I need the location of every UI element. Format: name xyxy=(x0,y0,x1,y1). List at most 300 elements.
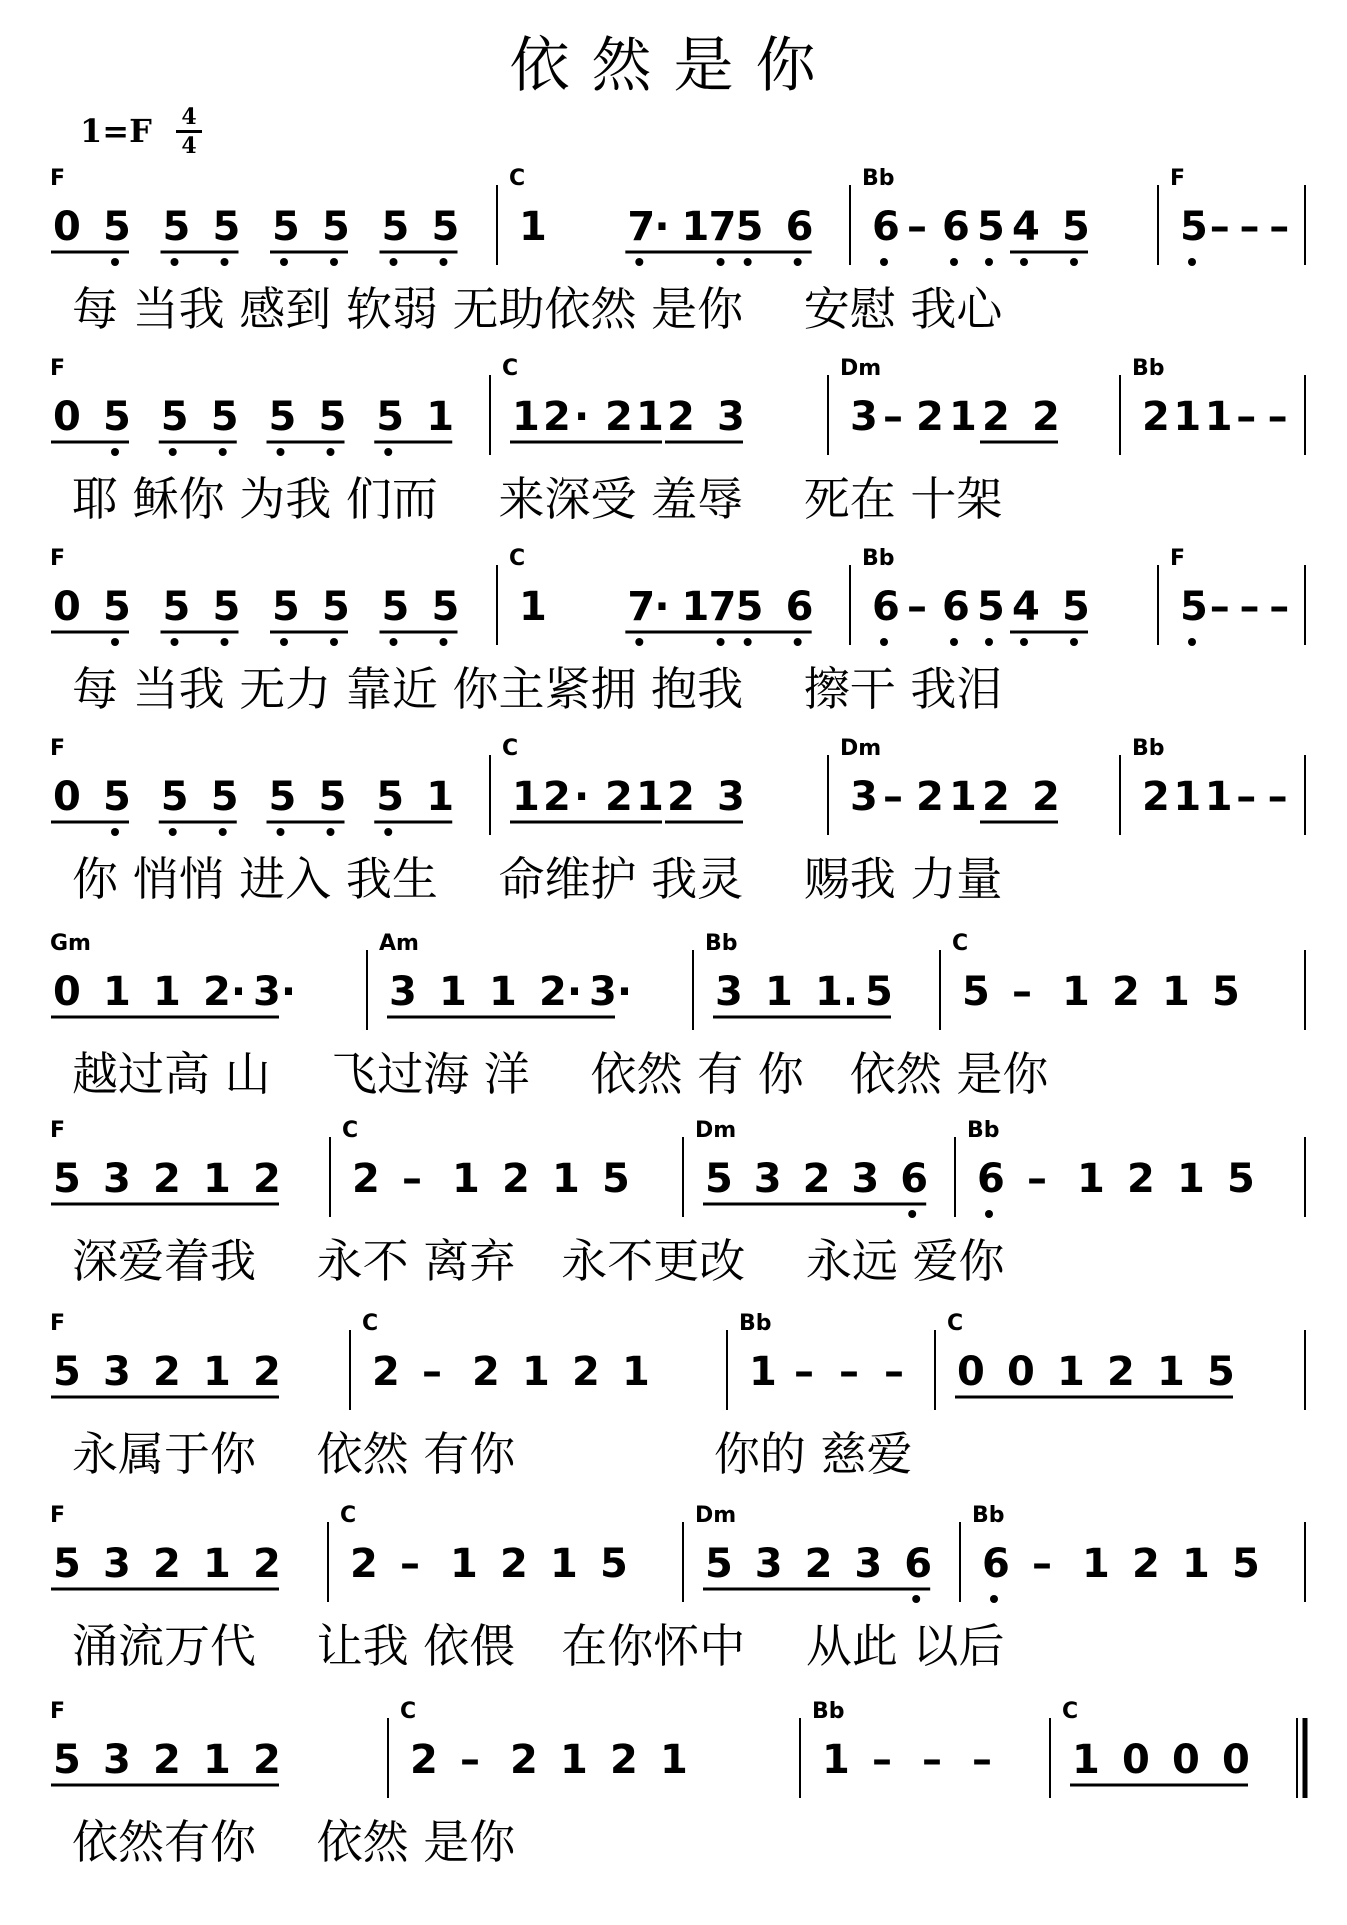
note: – xyxy=(883,774,903,820)
note: – xyxy=(907,584,927,630)
octave-dot xyxy=(635,638,643,646)
note: 2 xyxy=(610,1737,638,1783)
note: 5 xyxy=(962,969,990,1015)
note: 5 xyxy=(268,394,297,440)
note: 1 xyxy=(426,774,455,820)
note: 1 xyxy=(1173,394,1202,440)
note: 5 xyxy=(1180,584,1208,630)
note: 1 xyxy=(439,969,467,1015)
octave-dot xyxy=(277,448,285,456)
note: 3 xyxy=(103,1737,131,1783)
note: – xyxy=(1269,584,1290,630)
lyric-line: 你 悄悄 进入 我生 命维护 我灵 赐我 力量 xyxy=(72,852,1003,906)
note: 6 xyxy=(900,1156,929,1202)
note: 1 xyxy=(1157,1349,1185,1395)
note: 1 xyxy=(203,1349,231,1395)
octave-dot xyxy=(330,258,338,266)
chord-symbol: Bb xyxy=(1132,356,1165,381)
note: 5 xyxy=(160,394,189,440)
note: 0 xyxy=(1007,1349,1035,1395)
note: 2 xyxy=(502,1156,530,1202)
chord-symbol: C xyxy=(952,931,969,956)
note: 5 xyxy=(318,394,347,440)
note: 3 xyxy=(850,394,878,440)
note: 6 xyxy=(872,204,900,250)
octave-dot xyxy=(384,448,392,456)
octave-dot xyxy=(221,258,229,266)
note: 6 xyxy=(904,1541,933,1587)
chord-symbol: C xyxy=(509,166,526,191)
note: 2 xyxy=(916,394,944,440)
note: 3 xyxy=(715,969,743,1015)
chord-symbol: F xyxy=(50,1503,66,1528)
note: 1 xyxy=(1057,1349,1085,1395)
note: 2 xyxy=(1132,1541,1160,1587)
octave-dot xyxy=(744,258,752,266)
note: 5 xyxy=(602,1156,630,1202)
octave-dot xyxy=(950,638,958,646)
note: 1 xyxy=(1204,774,1233,820)
note: 5 xyxy=(1232,1541,1260,1587)
note: 3· xyxy=(589,969,633,1015)
chord-symbol: F xyxy=(50,736,66,761)
note: – xyxy=(422,1349,442,1395)
note: 1 xyxy=(522,1349,550,1395)
note: 3 xyxy=(717,394,745,440)
octave-dot xyxy=(111,258,119,266)
chord-symbol: Dm xyxy=(695,1118,737,1143)
note: 5 xyxy=(322,584,350,630)
chord-symbol: F xyxy=(50,356,66,381)
note: – xyxy=(1209,204,1230,250)
octave-dot xyxy=(440,638,448,646)
note: 5 xyxy=(318,774,347,820)
octave-dot xyxy=(950,258,958,266)
note: – xyxy=(1267,394,1288,440)
octave-dot xyxy=(912,1595,920,1603)
octave-dot xyxy=(169,448,177,456)
chord-symbol: Dm xyxy=(695,1503,737,1528)
note: 5 xyxy=(381,204,410,250)
note: 5 xyxy=(162,204,191,250)
chord-symbol: C xyxy=(342,1118,359,1143)
note: – xyxy=(1236,394,1257,440)
note: 1 xyxy=(949,394,977,440)
note: 5 xyxy=(376,774,405,820)
note: 3 xyxy=(754,1541,783,1587)
note: 1 xyxy=(103,969,131,1015)
octave-dot xyxy=(635,258,643,266)
note: 3 xyxy=(389,969,417,1015)
octave-dot xyxy=(111,828,119,836)
note: 6 xyxy=(785,584,814,630)
note: 5 xyxy=(53,1541,81,1587)
chord-symbol: F xyxy=(1170,546,1186,571)
note: 2 xyxy=(352,1156,380,1202)
note: 2 xyxy=(153,1349,181,1395)
note: 2 xyxy=(1032,394,1060,440)
chord-symbol: Gm xyxy=(50,931,91,956)
octave-dot xyxy=(440,258,448,266)
chord-symbol: Bb xyxy=(972,1503,1005,1528)
note: 2 xyxy=(572,1349,600,1395)
note: 1 xyxy=(749,1349,777,1395)
chord-symbol: C xyxy=(362,1311,379,1336)
note: 5 xyxy=(210,394,239,440)
note: 2 xyxy=(153,1541,181,1587)
octave-dot xyxy=(717,638,725,646)
note: 0 xyxy=(53,774,81,820)
lyric-line: 越过高 山 飞过海 洋 依然 有 你 依然 是你 xyxy=(72,1047,1049,1101)
note: 7 xyxy=(627,204,656,250)
octave-dot xyxy=(327,448,335,456)
chord-symbol: Bb xyxy=(812,1699,845,1724)
note: 5 xyxy=(431,584,460,630)
note: 3 xyxy=(103,1156,131,1202)
chord-symbol: Bb xyxy=(739,1311,772,1336)
note: 0 xyxy=(1122,1737,1150,1783)
note: 2 xyxy=(605,774,633,820)
note: 5 xyxy=(212,204,241,250)
octave-dot xyxy=(169,828,177,836)
chord-symbol: Bb xyxy=(862,166,895,191)
chord-symbol: Dm xyxy=(840,356,882,381)
note: 5 xyxy=(162,584,191,630)
note: 5 xyxy=(977,584,1005,630)
note: 6 xyxy=(942,204,970,250)
note: 2 xyxy=(1142,774,1170,820)
note: 5 xyxy=(1062,204,1090,250)
note: 1 xyxy=(1072,1737,1100,1783)
chord-symbol: Bb xyxy=(967,1118,1000,1143)
octave-dot xyxy=(1020,258,1028,266)
note: 1 xyxy=(1177,1156,1205,1202)
note: 2 xyxy=(253,1541,281,1587)
chord-symbol: C xyxy=(509,546,526,571)
note: 2 xyxy=(1112,969,1140,1015)
note: 1 xyxy=(681,584,710,630)
note: 5 xyxy=(1062,584,1090,630)
chord-symbol: C xyxy=(1062,1699,1079,1724)
chord-symbol: F xyxy=(50,166,66,191)
octave-dot xyxy=(390,638,398,646)
octave-dot xyxy=(990,1595,998,1603)
note: 5 xyxy=(53,1349,81,1395)
octave-dot xyxy=(111,638,119,646)
note: 5 xyxy=(160,774,189,820)
note: 5 xyxy=(1180,204,1208,250)
note: 2 xyxy=(350,1541,378,1587)
note: 1 xyxy=(681,204,710,250)
note: 2 xyxy=(543,394,571,440)
note: 5 xyxy=(103,584,131,630)
note: 5 xyxy=(1227,1156,1255,1202)
note: 5 xyxy=(381,584,410,630)
octave-dot xyxy=(880,638,888,646)
note: 2 xyxy=(1107,1349,1135,1395)
note: – xyxy=(1267,774,1288,820)
octave-dot xyxy=(330,638,338,646)
lyric-line: 耶 稣你 为我 们而 来深受 羞辱 死在 十架 xyxy=(72,472,1003,526)
note: 1 xyxy=(550,1541,578,1587)
octave-dot xyxy=(384,828,392,836)
note: 1 xyxy=(450,1541,478,1587)
octave-dot xyxy=(1020,638,1028,646)
chord-symbol: C xyxy=(400,1699,417,1724)
note: 5 xyxy=(272,584,300,630)
note: 6 xyxy=(982,1541,1010,1587)
octave-dot xyxy=(908,1210,916,1218)
note: 0 xyxy=(53,969,81,1015)
note: 1 xyxy=(1062,969,1090,1015)
note: 3 xyxy=(854,1541,883,1587)
note: 1 xyxy=(512,774,540,820)
note: 1 xyxy=(519,204,547,250)
note: 6 xyxy=(872,584,900,630)
octave-dot xyxy=(390,258,398,266)
chord-symbol: C xyxy=(340,1503,357,1528)
lyric-line: 依然有你 依然 是你 xyxy=(72,1815,516,1869)
note: 6 xyxy=(977,1156,1005,1202)
chord-symbol: Dm xyxy=(840,736,882,761)
note: 1 xyxy=(560,1737,588,1783)
note: 4 xyxy=(1012,584,1040,630)
chord-symbol: Am xyxy=(379,931,419,956)
note: 2 xyxy=(410,1737,438,1783)
note: 2· xyxy=(203,969,247,1015)
note: 0 xyxy=(53,584,81,630)
note: 1 xyxy=(426,394,455,440)
note: 1 xyxy=(1077,1156,1105,1202)
note: 7 xyxy=(708,584,737,630)
note: 2 xyxy=(605,394,633,440)
note: 2 xyxy=(253,1156,281,1202)
note: 1 xyxy=(203,1737,231,1783)
note: 1 xyxy=(949,774,977,820)
note: 2 xyxy=(802,1156,831,1202)
note: – xyxy=(402,1156,422,1202)
octave-dot xyxy=(794,258,802,266)
note: 5 xyxy=(103,394,131,440)
note: 5 xyxy=(53,1156,81,1202)
note: 2 xyxy=(982,394,1010,440)
note: 1 xyxy=(203,1156,231,1202)
note: – xyxy=(972,1737,992,1783)
note: 3 xyxy=(850,774,878,820)
note: 7 xyxy=(708,204,737,250)
octave-dot xyxy=(985,1210,993,1218)
chord-symbol: C xyxy=(502,356,519,381)
octave-dot xyxy=(219,828,227,836)
note: 5 xyxy=(865,969,893,1015)
chord-symbol: F xyxy=(50,546,66,571)
note: – xyxy=(1269,204,1290,250)
note: 3· xyxy=(253,969,297,1015)
note: 5 xyxy=(53,1737,81,1783)
note: 3 xyxy=(851,1156,880,1202)
note: 1 xyxy=(489,969,517,1015)
note: 1 xyxy=(1182,1541,1210,1587)
note: 1. xyxy=(815,969,859,1015)
octave-dot xyxy=(985,638,993,646)
note: 5 xyxy=(376,394,405,440)
note: 2 xyxy=(153,1737,181,1783)
lyric-line: 每 当我 无力 靠近 你主紧拥 抱我 擦干 我泪 xyxy=(72,662,1003,716)
note: – xyxy=(1239,204,1260,250)
note: 2 xyxy=(667,774,695,820)
octave-dot xyxy=(744,638,752,646)
note: · xyxy=(574,394,590,440)
note: 2 xyxy=(253,1737,281,1783)
lyric-line: 每 当我 感到 软弱 无助依然 是你 安慰 我心 xyxy=(72,282,1003,336)
song-title: 依然是你 xyxy=(509,31,838,101)
note: 1 xyxy=(636,394,664,440)
key-signature: 1=F xyxy=(80,112,152,150)
note: 2 xyxy=(804,1541,833,1587)
note: 1 xyxy=(660,1737,688,1783)
note: 5 xyxy=(210,774,239,820)
octave-dot xyxy=(327,828,335,836)
octave-dot xyxy=(221,638,229,646)
note: 2 xyxy=(1127,1156,1155,1202)
note: 0 xyxy=(1222,1737,1250,1783)
note: 2 xyxy=(510,1737,538,1783)
note: – xyxy=(907,204,927,250)
note: · xyxy=(654,204,670,250)
note: 1 xyxy=(822,1737,850,1783)
note: 1 xyxy=(1162,969,1190,1015)
note: 0 xyxy=(53,204,81,250)
note: 5 xyxy=(103,204,131,250)
note: – xyxy=(400,1541,420,1587)
note: 6 xyxy=(785,204,814,250)
octave-dot xyxy=(280,638,288,646)
octave-dot xyxy=(280,258,288,266)
note: 2 xyxy=(500,1541,528,1587)
octave-dot xyxy=(219,448,227,456)
note: 5 xyxy=(431,204,460,250)
chord-symbol: Bb xyxy=(705,931,738,956)
note: 5 xyxy=(272,204,300,250)
lyric-line: 永属于你 依然 有你 你的 慈爱 xyxy=(72,1427,913,1481)
note: 5 xyxy=(705,1156,733,1202)
note: 0 xyxy=(957,1349,985,1395)
note: 2 xyxy=(153,1156,181,1202)
octave-dot xyxy=(111,448,119,456)
note: 5 xyxy=(212,584,241,630)
octave-dot xyxy=(1070,638,1078,646)
note: 1 xyxy=(519,584,547,630)
note: 5 xyxy=(1212,969,1240,1015)
note: 2 xyxy=(253,1349,281,1395)
octave-dot xyxy=(277,828,285,836)
note: 3 xyxy=(103,1541,131,1587)
note: 0 xyxy=(53,394,81,440)
note: 1 xyxy=(1204,394,1233,440)
note: 1 xyxy=(153,969,181,1015)
note: 3 xyxy=(103,1349,131,1395)
note: – xyxy=(1236,774,1257,820)
note: – xyxy=(1012,969,1032,1015)
note: 1 xyxy=(512,394,540,440)
note: 2 xyxy=(667,394,695,440)
chord-symbol: F xyxy=(1170,166,1186,191)
note: – xyxy=(460,1737,480,1783)
note: – xyxy=(1209,584,1230,630)
octave-dot xyxy=(1188,638,1196,646)
note: 1 xyxy=(203,1541,231,1587)
note: 2· xyxy=(539,969,583,1015)
note: – xyxy=(1239,584,1260,630)
note: – xyxy=(1032,1541,1052,1587)
note: 5 xyxy=(103,774,131,820)
octave-dot xyxy=(717,258,725,266)
octave-dot xyxy=(880,258,888,266)
note: 2 xyxy=(982,774,1010,820)
note: 2 xyxy=(916,774,944,820)
chord-symbol: F xyxy=(50,1699,66,1724)
octave-dot xyxy=(985,258,993,266)
note: – xyxy=(884,1349,904,1395)
note: – xyxy=(883,394,903,440)
note: 1 xyxy=(622,1349,650,1395)
note: 1 xyxy=(1082,1541,1110,1587)
chord-symbol: C xyxy=(947,1311,964,1336)
octave-dot xyxy=(1070,258,1078,266)
note: 0 xyxy=(1172,1737,1200,1783)
note: 2 xyxy=(543,774,571,820)
note: 5 xyxy=(268,774,297,820)
octave-dot xyxy=(171,258,179,266)
note: 5 xyxy=(705,1541,733,1587)
note: 5 xyxy=(322,204,350,250)
note: 5 xyxy=(977,204,1005,250)
octave-dot xyxy=(794,638,802,646)
chord-symbol: Bb xyxy=(1132,736,1165,761)
note: 5 xyxy=(1207,1349,1235,1395)
note: · xyxy=(574,774,590,820)
note: 2 xyxy=(472,1349,500,1395)
time-signature-top: 4 xyxy=(181,104,197,130)
note: – xyxy=(1027,1156,1047,1202)
note: 1 xyxy=(452,1156,480,1202)
octave-dot xyxy=(171,638,179,646)
note: – xyxy=(794,1349,814,1395)
note: 6 xyxy=(942,584,970,630)
time-signature-bottom: 4 xyxy=(181,133,197,159)
note: 3 xyxy=(753,1156,782,1202)
note: 2 xyxy=(1142,394,1170,440)
note: 4 xyxy=(1012,204,1040,250)
chord-symbol: F xyxy=(50,1311,66,1336)
note: 2 xyxy=(1032,774,1060,820)
note: 5 xyxy=(600,1541,628,1587)
note: 2 xyxy=(372,1349,400,1395)
note: 7 xyxy=(627,584,656,630)
chord-symbol: Bb xyxy=(862,546,895,571)
note: · xyxy=(654,584,670,630)
note: 3 xyxy=(717,774,745,820)
note: 5 xyxy=(735,584,764,630)
note: 1 xyxy=(765,969,793,1015)
note: – xyxy=(839,1349,859,1395)
note: 1 xyxy=(636,774,664,820)
lyric-line: 涌流万代 让我 依偎 在你怀中 从此 以后 xyxy=(72,1619,1005,1673)
note: 1 xyxy=(552,1156,580,1202)
chord-symbol: F xyxy=(50,1118,66,1143)
chord-symbol: C xyxy=(502,736,519,761)
lyric-line: 深爱着我 永不 离弃 永不更改 永远 爱你 xyxy=(72,1234,1005,1288)
